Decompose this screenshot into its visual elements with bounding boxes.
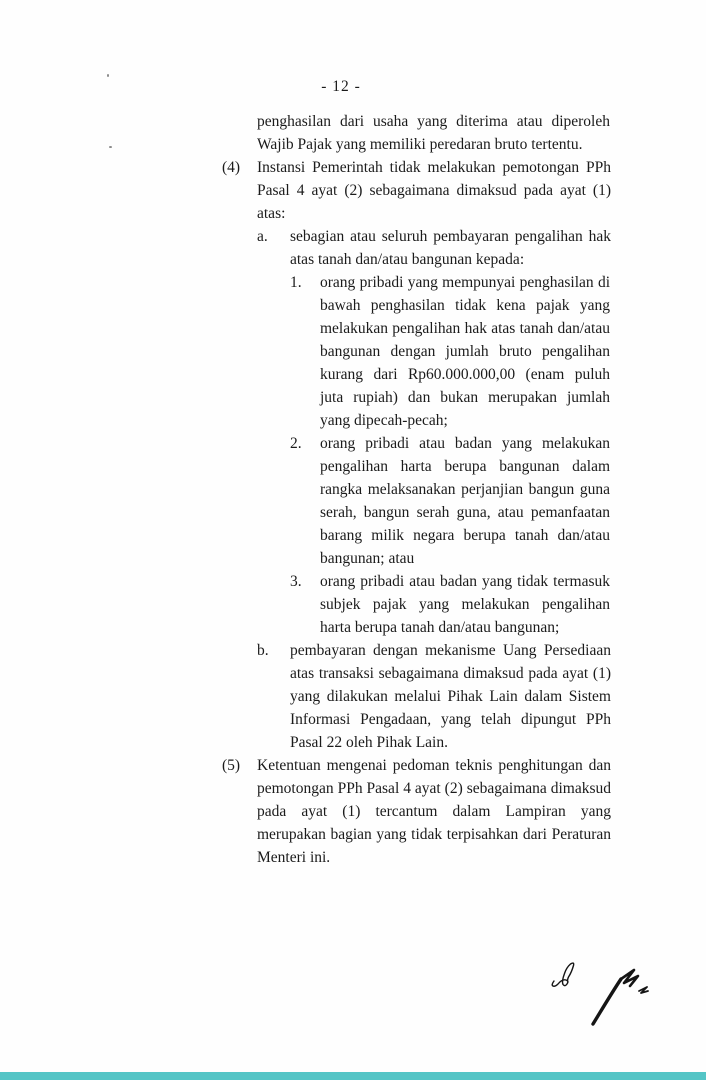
paraf-stroke-right-diagonal <box>593 979 621 1024</box>
clause-text: Ketentuan mengenai pedoman teknis penghitungan dan pemotongan PPh Pasal 4 ayat (2) sebagaimana dimaksud pada ayat (1) tercantum dalam Lampiran yang merupakan bagian yang tidak terpisahkan dari Peraturan Menteri ini. <box>257 757 611 866</box>
point-text: orang pribadi atau badan yang tidak termasuk subjek pajak yang melakukan pengalihan harta berupa tanah dan/atau bangunan; <box>320 573 610 636</box>
subclause-text: pembayaran dengan mekanisme Uang Persediaan atas transaksi sebagaimana dimaksud pada ayat (1) yang dilakukan melalui Pihak Lain dalam Sistem Informasi Pengadaan, yang telah dipungut PPh Pasal 22 oleh Pihak Lain. <box>290 642 611 751</box>
page-number: - 12 - <box>321 78 361 95</box>
document-body <box>222 110 612 869</box>
subclause-body <box>290 225 611 639</box>
clause-text: Instansi Pemerintah tidak melakukan pemotongan PPh Pasal 4 ayat (2) sebagaimana dimaksud pada ayat (1) atas: <box>257 159 611 222</box>
clause-ayat-5 <box>222 754 612 869</box>
clause-body <box>257 156 611 754</box>
clause-marker: (5) <box>222 757 241 774</box>
subclause-marker: b. <box>257 642 269 659</box>
point-3 <box>290 570 611 639</box>
subclause-b <box>257 639 611 754</box>
point-2 <box>290 432 611 570</box>
paragraph-continuation: penghasilan dari usaha yang diterima atau diperoleh Wajib Pajak yang memiliki peredaran bruto tertentu. <box>257 113 610 153</box>
clause-marker: (4) <box>222 159 241 176</box>
scan-speck <box>107 74 109 77</box>
scan-speck <box>109 146 112 148</box>
point-1 <box>290 271 611 432</box>
subclause-text: sebagian atau seluruh pembayaran pengalihan hak atas tanah dan/atau bangunan kepada: <box>290 228 611 268</box>
clause-ayat-4 <box>222 156 612 754</box>
subclause-a <box>257 225 611 639</box>
subclause-marker: a. <box>257 228 268 245</box>
paraf-stroke-right-tick <box>639 987 648 993</box>
handwritten-initials-icon <box>543 948 655 1034</box>
point-marker: 1. <box>290 274 302 291</box>
point-marker: 3. <box>290 573 302 590</box>
paraf-stroke-right-zigzag <box>621 970 638 986</box>
paraf-stroke-left <box>552 963 574 986</box>
bottom-accent-bar <box>0 1072 706 1080</box>
point-marker: 2. <box>290 435 302 452</box>
point-text: orang pribadi yang mempunyai penghasilan di bawah penghasilan tidak kena pajak yang melakukan pengalihan hak atas tanah dan/atau bangunan dengan jumlah bruto pengalihan kurang dari Rp60.000.000,00 (enam puluh juta rupiah) dan bukan merupakan jumlah yang dipecah-pecah; <box>320 274 610 429</box>
point-text: orang pribadi atau badan yang melakukan pengalihan harta berupa bangunan dalam rangka melaksanakan perjanjian bangun guna serah, bangun serah guna, atau pemanfaatan barang milik negara berupa tanah dan/atau bangunan; atau <box>320 435 610 567</box>
